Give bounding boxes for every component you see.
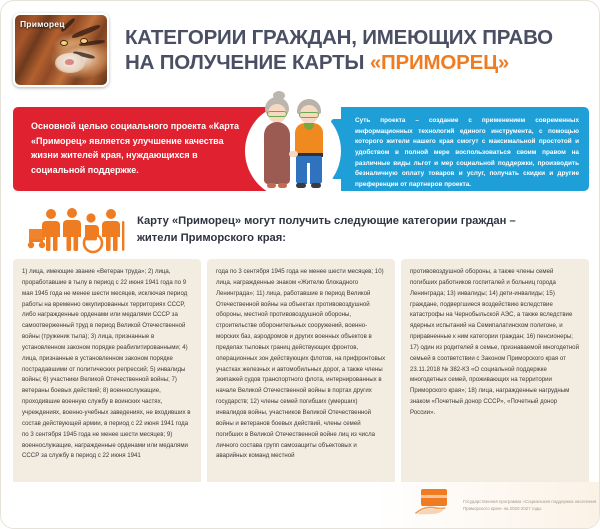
page-title xyxy=(125,25,553,76)
page-title-line-2 xyxy=(125,50,553,75)
family-group-icon xyxy=(23,205,127,255)
section-heading-line-2: жители Приморского края: xyxy=(137,232,287,244)
primorec-card-image xyxy=(13,13,109,87)
poster-footer xyxy=(1,482,600,528)
page-title-line-1: КАТЕГОРИИ ГРАЖДАН, ИМЕЮЩИХ ПРАВО xyxy=(125,25,553,49)
categories-column-1 xyxy=(13,259,201,517)
grandfather-shoe-icon xyxy=(296,183,306,188)
grandmother-shoe-icon xyxy=(267,183,276,188)
logo-hand-icon xyxy=(415,488,457,522)
page-title-line-2-plain: НА ПОЛУЧЕНИЕ КАРТЫ xyxy=(125,51,370,74)
grandmother-dress-icon xyxy=(264,122,290,184)
page-title-accent: «ПРИМОРЕЦ» xyxy=(369,51,510,74)
card-brand-label: Приморец xyxy=(20,19,65,29)
categories-column-2 xyxy=(207,259,395,517)
section-heading-line-1: Карту «Приморец» могут получить следующие категории граждан – xyxy=(137,214,516,227)
tiger-eye-icon xyxy=(81,39,87,43)
grandmother-bun-icon xyxy=(273,91,285,100)
holding-hands-icon xyxy=(289,151,298,157)
tiger-nose-icon xyxy=(65,59,74,65)
categories-column-3 xyxy=(401,259,589,517)
grandfather-shoe-icon xyxy=(311,183,321,188)
grandfather-leg-gap xyxy=(307,163,310,184)
program-caption: Государственная программа «Социальная поддержка населения Приморского края» на 2020-2027 годы xyxy=(463,498,597,511)
categories-column-1-text: 1) лица, имеющие звание «Ветеран труда»; 2) лица, проработавшие в тылу в период с 22 июня 1941 года по 9 мая 1945 года не менее шести месяцев, исключая период работы на временно оккупированных территориях СССР, либо награжденные орденами или медалями СССР за самоотверженный труд в период Великой Отечественной войны (труженик тыла); 3) лица, признанные в установленном законом порядке реабилитированными; 4) лица, признанные в установленном законом порядке пострадавшими от политических репрессий; 5) инвалиды войны; 6) участники Великой Отечественной войны; 7) ветераны боевых действий; 8) военнослужащие, проходившие военную службу в воинских частях, учреждениях, военно-учебных заведениях, не входивших в состав действующей армии, в период с 22 июня 1941 года по 3 сентября 1945 года не менее шести месяцев; 9) военнослужащие, награжденные орденами или медалями СССР за службу в период с 22 июня 1941 xyxy=(22,268,191,460)
banner-row xyxy=(1,99,600,199)
tiger-eye-icon xyxy=(61,41,67,45)
section-heading-text xyxy=(137,213,516,248)
categories-column-2-text: года по 3 сентября 1945 года не менее шести месяцев; 10) лица, награжденные знаком «Жителю блокадного Ленинграда»; 11) лица, работавшие в период Великой Отечественной войны на объектах противовоздушной обороны, местной противовоздушной обороны, строительстве оборонительных сооружений, военно-морских баз, аэродромов и других военных объектов в пределах тыловых границ действующих фронтов, операционных зон действующих флотов, на прифронтовых участках железных и автомобильных дорог, а также члены экипажей судов транспортного флота, интернированных в начале Великой Отечественной войны в портах других государств; 12) члены семей погибших (умерших) инвалидов войны, участников Великой Отечественной войны и ветеранов боевых действий, члены семей погибших в Великой Отечественной войне лиц из числа личного состава групп самозащиты объектовых и аварийных команд местной xyxy=(216,268,386,460)
elderly-couple-illustration xyxy=(245,89,341,209)
hand-with-card-logo xyxy=(415,488,457,522)
project-essence-panel: Суть проекта – создание с применением современных информационных технологий единого инструмента, с помощью которого жители нашего края смогут с максимальной простотой и удобством в полной мере воспользоваться своим правом на различные виды льгот и мер социальной поддержки, производить безналичную оплату товаров и услуг, получать скидки и другие преференции от партнеров проекта. xyxy=(341,107,589,191)
categories-column-3-text: противовоздушной обороны, а также члены семей погибших работников госпиталей и больниц города Ленинграда; 13) инвалиды; 14) дети-инвалиды; 15) граждане, подвергшиеся воздействию вследствие катастрофы на Чернобыльской АЭС, а также вследствие ядерных испытаний на Семипалатинском полигоне, и приравненные к ним категории граждан; 16) пенсионеры; 17) один из родителей в семье, признаваемой многодетной семьей в соответствии с Законом Приморского края от 23.11.2018 № 382-КЗ «О социальной поддержке многодетных семей, проживающих на территории Приморского края»; 18) лица, награжденные нагрудным знаком «Почетный донор СССР», «Почетный донор России». xyxy=(410,268,579,416)
poster-header xyxy=(1,1,600,99)
project-goal-panel: Основной целью социального проекта «Карта «Приморец» является улучшение качества жизни жителей края, нуждающихся в социальной поддержке. xyxy=(13,107,311,191)
tiger-stripe-icon xyxy=(71,24,101,40)
grandmother-glasses-icon xyxy=(267,111,287,117)
categories-columns xyxy=(13,259,589,517)
eligibility-section-heading xyxy=(1,201,600,259)
grandfather-glasses-icon xyxy=(299,112,319,118)
grandmother-shoe-icon xyxy=(278,183,287,188)
